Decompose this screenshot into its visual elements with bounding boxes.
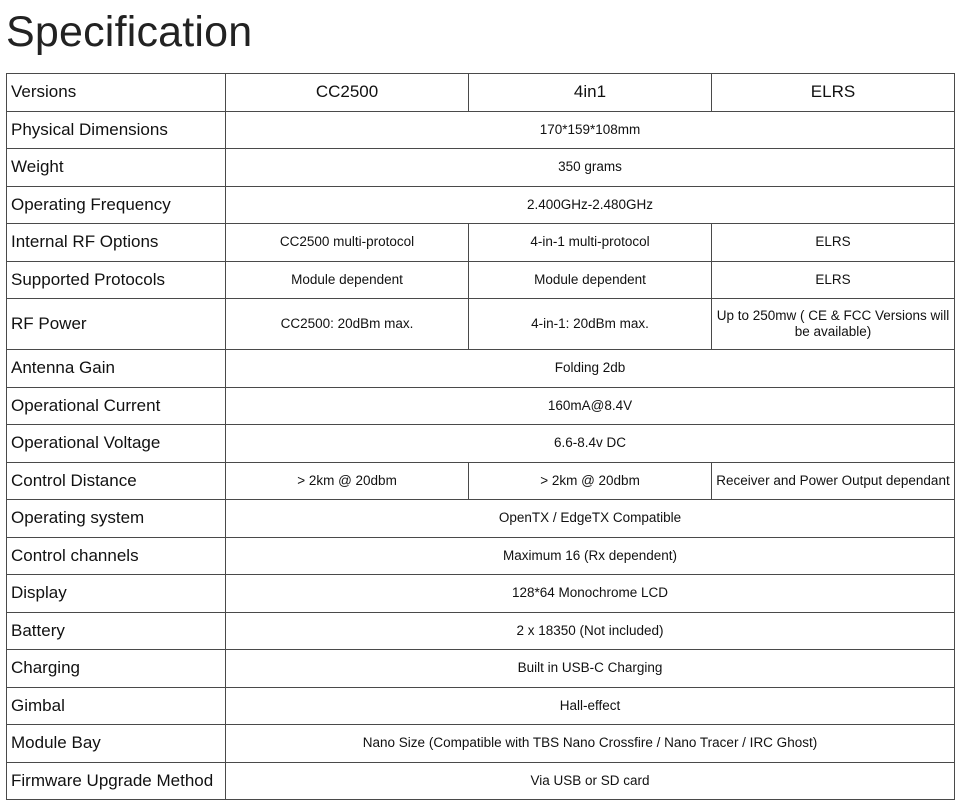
- row-label: Operating system: [7, 500, 226, 538]
- table-row: [7, 299, 955, 350]
- row-value-4in1: > 2km @ 20dbm: [469, 462, 712, 500]
- row-value-elrs: Receiver and Power Output dependant: [712, 462, 955, 500]
- table-row: [7, 350, 955, 388]
- table-row: [7, 462, 955, 500]
- row-value: Nano Size (Compatible with TBS Nano Crossfire / Nano Tracer / IRC Ghost): [226, 725, 955, 763]
- row-value: Via USB or SD card: [226, 762, 955, 800]
- table-row: [7, 387, 955, 425]
- row-value: 2 x 18350 (Not included): [226, 612, 955, 650]
- table-row: [7, 149, 955, 187]
- row-value-elrs: Up to 250mw ( CE & FCC Versions will be available): [712, 299, 955, 350]
- row-label: Operational Voltage: [7, 425, 226, 463]
- table-row: [7, 650, 955, 688]
- row-label: Module Bay: [7, 725, 226, 763]
- row-label: RF Power: [7, 299, 226, 350]
- table-row: [7, 425, 955, 463]
- row-value: Folding 2db: [226, 350, 955, 388]
- row-label: Battery: [7, 612, 226, 650]
- row-label: Gimbal: [7, 687, 226, 725]
- table-row: [7, 261, 955, 299]
- table-row: [7, 224, 955, 262]
- row-value-cc2500: CC2500 multi-protocol: [226, 224, 469, 262]
- table-row: [7, 500, 955, 538]
- table-row: [7, 725, 955, 763]
- row-value-4in1: Module dependent: [469, 261, 712, 299]
- row-value: 6.6-8.4v DC: [226, 425, 955, 463]
- row-value: 170*159*108mm: [226, 111, 955, 149]
- row-value-4in1: 4-in-1: 20dBm max.: [469, 299, 712, 350]
- row-label: Operating Frequency: [7, 186, 226, 224]
- page-title: Specification: [6, 8, 253, 56]
- row-value: 160mA@8.4V: [226, 387, 955, 425]
- header-version-elrs: ELRS: [712, 74, 955, 112]
- table-row: [7, 762, 955, 800]
- header-version-4in1: 4in1: [469, 74, 712, 112]
- table-row: [7, 687, 955, 725]
- row-value: Hall-effect: [226, 687, 955, 725]
- table-row: [7, 186, 955, 224]
- row-value: Built in USB-C Charging: [226, 650, 955, 688]
- row-label: Operational Current: [7, 387, 226, 425]
- header-label: Versions: [7, 74, 226, 112]
- row-value-cc2500: Module dependent: [226, 261, 469, 299]
- table-header-row: [7, 74, 955, 112]
- row-value: Maximum 16 (Rx dependent): [226, 537, 955, 575]
- row-label: Firmware Upgrade Method: [7, 762, 226, 800]
- row-value: 128*64 Monochrome LCD: [226, 575, 955, 613]
- row-value: OpenTX / EdgeTX Compatible: [226, 500, 955, 538]
- row-value: 2.400GHz-2.480GHz: [226, 186, 955, 224]
- row-label: Weight: [7, 149, 226, 187]
- table-row: [7, 612, 955, 650]
- header-version-cc2500: CC2500: [226, 74, 469, 112]
- row-label: Display: [7, 575, 226, 613]
- row-value-cc2500: CC2500: 20dBm max.: [226, 299, 469, 350]
- row-value-elrs: ELRS: [712, 261, 955, 299]
- table-row: [7, 575, 955, 613]
- table-row: [7, 111, 955, 149]
- row-label: Control Distance: [7, 462, 226, 500]
- row-label: Supported Protocols: [7, 261, 226, 299]
- table-row: [7, 537, 955, 575]
- row-value-cc2500: > 2km @ 20dbm: [226, 462, 469, 500]
- row-label: Physical Dimensions: [7, 111, 226, 149]
- row-label: Control channels: [7, 537, 226, 575]
- spec-table: [6, 73, 955, 800]
- row-label: Charging: [7, 650, 226, 688]
- row-value-elrs: ELRS: [712, 224, 955, 262]
- row-label: Internal RF Options: [7, 224, 226, 262]
- row-value-4in1: 4-in-1 multi-protocol: [469, 224, 712, 262]
- row-value: 350 grams: [226, 149, 955, 187]
- row-label: Antenna Gain: [7, 350, 226, 388]
